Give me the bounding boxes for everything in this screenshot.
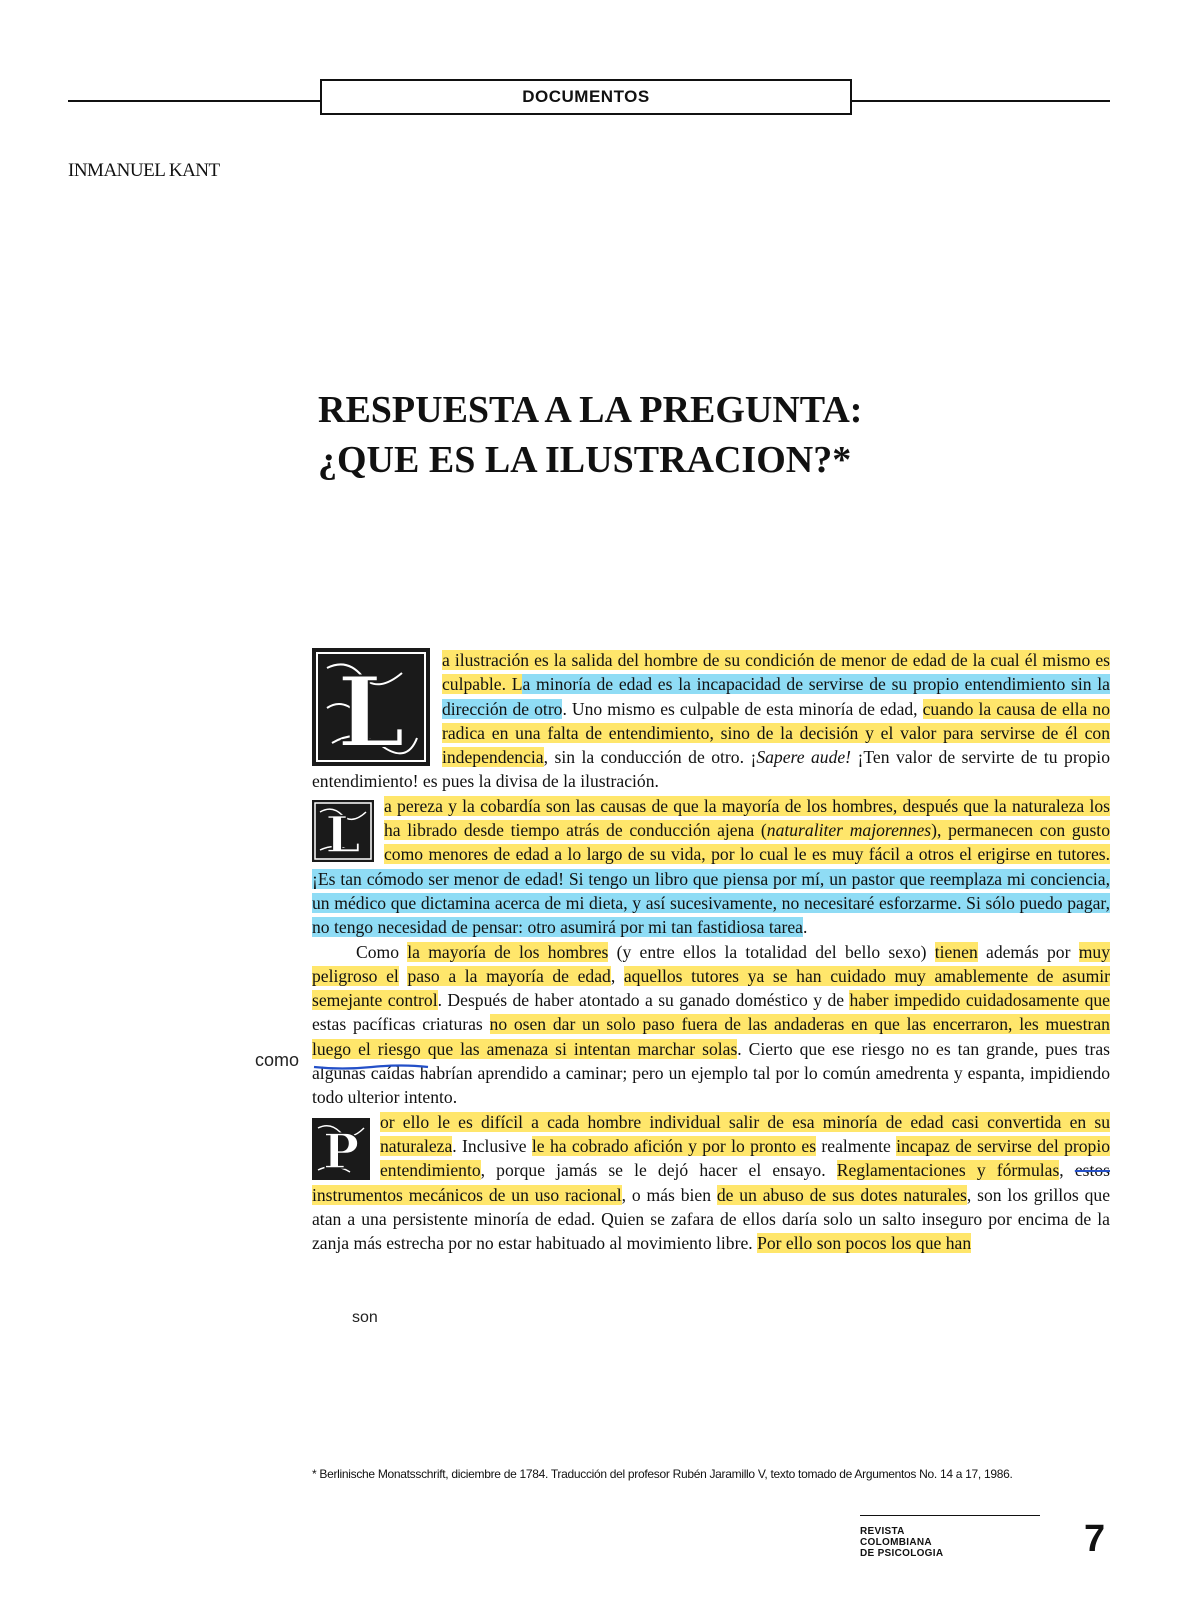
section-label: DOCUMENTOS: [522, 87, 650, 106]
text-segment: .: [803, 917, 808, 938]
dropcap-p-ornament: [312, 1118, 370, 1180]
handwritten-note-son: son: [352, 1309, 378, 1326]
text-segment: estos: [1074, 1160, 1111, 1181]
text-segment: , sin la conducción de otro. ¡: [543, 747, 757, 768]
text-segment: . Uno mismo es culpable de esta minoría de edad,: [562, 698, 923, 719]
ink-underline: [312, 1064, 430, 1070]
text-segment: Reglamentaciones y fórmulas: [836, 1160, 1060, 1181]
text-segment: naturaliter majorennes: [766, 820, 932, 841]
footnote: * Berlinische Monatsschrift, diciembre de 1784. Traducción del profesor Rubén Jaramillo V, texto tomado de Argumentos No. 14 a 17, 1986.: [312, 1467, 1013, 1481]
page-number: 7: [1084, 1518, 1106, 1560]
text-segment: la mayoría de los hombres: [407, 941, 609, 962]
paragraph-3-text: [312, 942, 1110, 1108]
paragraph-3: [312, 940, 1110, 1110]
text-segment: paso a la mayoría de edad: [407, 965, 611, 986]
article-body: [312, 648, 1110, 1255]
text-segment: ,: [1059, 1160, 1075, 1181]
article-title: [318, 385, 1138, 485]
section-header-box: [320, 79, 852, 115]
text-segment: , porque jamás se le dejó hacer el ensayo.: [480, 1160, 837, 1181]
paragraph-2: [312, 794, 1110, 940]
text-segment: incapaz de servirse del propio entendimiento: [380, 1135, 1111, 1181]
header-rule-left: [68, 100, 320, 102]
text-segment: a pereza y la cobardía son las causas de que la mayoría de los hombres, después que la naturaleza los ha librado desde tiempo atrás de conducción ajena (: [384, 795, 1110, 841]
text-segment: (y entre ellos la totalidad del bello sexo): [608, 941, 935, 962]
text-segment: Sapere aude!: [756, 747, 852, 768]
text-segment: estas pacíficas criaturas: [312, 1014, 490, 1035]
dropcap-letter: L: [337, 656, 405, 766]
text-segment: ¡Ten valor de servirte de tu propio entendimiento! es pues la divisa de la ilustración.: [312, 747, 1110, 792]
text-segment: or ello le es difícil a cada hombre individual salir de esa minoría de edad casi convertida en su naturaleza: [380, 1111, 1110, 1156]
text-segment: . Inclusive: [452, 1135, 532, 1156]
paragraph-1-text: [312, 650, 1110, 791]
journal-line-2: COLOMBIANA: [860, 1537, 932, 1548]
text-segment: ), permanecen con gusto como menores de edad a lo largo de su vida, por lo cual le es muy fácil a otros el erigirse en tutores.: [384, 820, 1110, 865]
text-segment: . Cierto que ese riesgo no es tan grande, pues tras algunas caídas habrían aprendido a caminar; pero un ejemplo tal por lo común amedrenta y espanta, impidiendo todo ulterior intento.: [312, 1038, 1110, 1108]
paragraph-2-text: [312, 796, 1110, 937]
text-segment: ,: [610, 965, 624, 986]
text-segment: cuando la causa de ella no radica en una falta de entendimiento, sino de la decisión y el valor para servirse de él con independencia: [442, 698, 1110, 768]
dropcap-l-ornament: [312, 648, 430, 766]
paragraph-4-text: [312, 1112, 1110, 1253]
text-segment: haber impedido cuidadosamente que: [849, 990, 1110, 1011]
text-segment: aquellos tutores ya se han cuidado muy amablemente de asumir semejante control: [312, 965, 1110, 1011]
journal-line-3: DE PSICOLOGIA: [860, 1548, 944, 1559]
text-segment: realmente: [816, 1135, 897, 1156]
handwritten-note-como: como: [255, 1050, 300, 1070]
paragraph-1: [312, 648, 1110, 794]
author-name: INMANUEL KANT: [68, 160, 220, 181]
text-segment: a minoría de edad es la incapacidad de servirse de su propio entendimiento sin la dirección de otro: [442, 674, 1110, 719]
dropcap-letter: P: [322, 1123, 360, 1180]
text-segment: además por: [977, 941, 1079, 962]
text-segment: no osen dar un solo paso fuera de las andaderas en que las encerraron, les muestran luego el riesgo que las amenaza si intentan marchar solas: [312, 1014, 1110, 1059]
header-rule-right: [852, 100, 1110, 102]
text-segment: tienen: [934, 941, 978, 962]
text-segment: , son los grillos que atan a una persistente minoría de edad. Quien se zafara de ellos daría solo un salto inseguro por encima de la zanja más estrecha por no estar habituado al movimiento libre.: [312, 1184, 1111, 1254]
text-segment: de un abuso de sus dotes naturales: [716, 1184, 967, 1205]
text-segment: Como: [356, 941, 408, 962]
dropcap-l-small-ornament: [312, 800, 374, 862]
journal-name: [860, 1526, 943, 1559]
text-segment: , o más bien: [621, 1184, 717, 1205]
dropcap-letter: L: [325, 804, 361, 862]
title-line-2: ¿QUE ES LA ILUSTRACION?*: [318, 439, 852, 481]
title-line-1: RESPUESTA A LA PREGUNTA:: [318, 389, 863, 431]
paragraph-4: [312, 1110, 1110, 1256]
text-segment: ¡Es tan cómodo ser menor de edad! Si tengo un libro que piensa por mí, un pastor que reemplaza mi conciencia, un médico que dictamina acerca de mi dieta, y así sucesivamente, no necesitaré esforzarme. Si sólo puedo pagar, no tengo necesidad de pensar: otro asumirá por mi tan fastidiosa tarea: [312, 868, 1110, 938]
text-segment: Por ello son pocos los que han: [757, 1233, 972, 1254]
text-segment: muy peligroso el: [312, 941, 1111, 986]
text-segment: . Después de haber atontado a su ganado doméstico y de: [437, 990, 850, 1011]
text-segment: le ha cobrado afición y por lo pronto es: [531, 1135, 817, 1156]
text-segment: a ilustración es la salida del hombre de su condición de menor de edad de la cual él mismo es culpable. L: [442, 650, 1110, 695]
journal-line-1: REVISTA: [860, 1526, 905, 1537]
footer-rule: [860, 1515, 1040, 1516]
text-segment: instrumentos mecánicos de un uso racional: [312, 1184, 622, 1205]
